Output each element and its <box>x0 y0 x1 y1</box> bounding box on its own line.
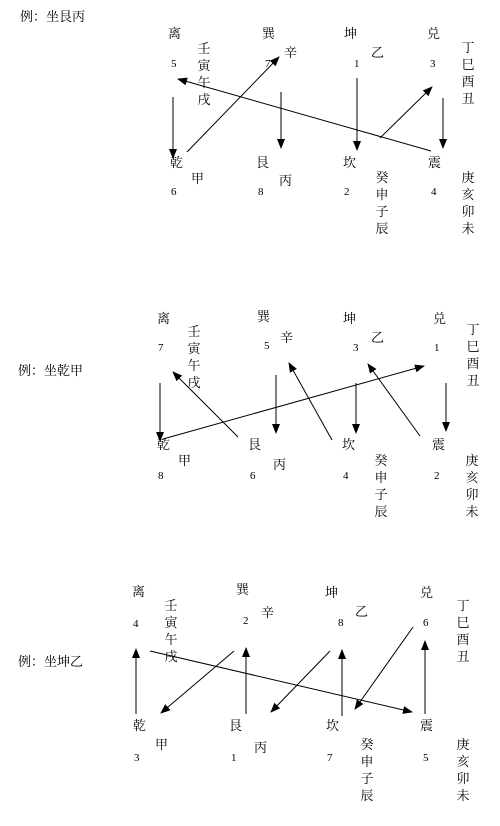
trigram-qian: 乾 <box>133 719 147 734</box>
number-kun: 1 <box>354 58 360 70</box>
number-dui: 3 <box>430 58 436 70</box>
trigram-kan: 坎 <box>343 156 357 171</box>
stems-kan: 癸 申 子 辰 <box>375 171 389 237</box>
stems-kan: 癸 申 子 辰 <box>360 738 374 804</box>
stems-xun: 辛 <box>280 331 294 346</box>
stems-qian: 甲 <box>178 454 192 469</box>
stems-li: 壬 寅 午 戌 <box>164 599 178 665</box>
number-kan: 4 <box>343 470 349 482</box>
trigram-dui: 兑 <box>427 27 441 42</box>
stems-li: 壬 寅 午 戌 <box>187 325 201 391</box>
arrow-kan-dui-1 <box>380 87 432 138</box>
stems-dui: 丁 巳 酉 丑 <box>466 323 480 389</box>
number-dui: 1 <box>434 342 440 354</box>
number-qian: 3 <box>134 752 140 764</box>
number-zhen: 5 <box>423 752 429 764</box>
stems-dui: 丁 巳 酉 丑 <box>456 599 470 665</box>
trigram-xun: 巽 <box>262 27 276 42</box>
stems-gen: 丙 <box>254 741 268 756</box>
arrow-qian-dui-2 <box>163 366 424 439</box>
number-kan: 7 <box>327 752 333 764</box>
stems-kun: 乙 <box>355 605 369 620</box>
trigram-gen: 艮 <box>229 719 243 734</box>
stems-xun: 辛 <box>261 606 275 621</box>
trigram-li: 离 <box>157 312 171 327</box>
stems-zhen: 庚 亥 卯 未 <box>456 738 470 804</box>
stems-kun: 乙 <box>371 331 385 346</box>
trigram-zhen: 震 <box>428 156 442 171</box>
number-li: 5 <box>171 58 177 70</box>
trigram-kun: 坤 <box>344 27 358 42</box>
stems-zhen: 庚 亥 卯 未 <box>465 454 479 520</box>
number-kun: 8 <box>338 617 344 629</box>
trigram-gen: 艮 <box>256 156 270 171</box>
trigram-xun: 巽 <box>257 310 271 325</box>
number-zhen: 4 <box>431 186 437 198</box>
trigram-gen: 艮 <box>248 438 262 453</box>
trigram-dui: 兑 <box>420 586 434 601</box>
trigram-li: 离 <box>168 27 182 42</box>
arrow-li-zhen-3 <box>150 651 412 712</box>
trigram-kun: 坤 <box>325 586 339 601</box>
number-li: 7 <box>158 342 164 354</box>
stems-kun: 乙 <box>371 46 385 61</box>
number-li: 4 <box>133 618 139 630</box>
stems-li: 壬 寅 午 戌 <box>197 42 211 108</box>
trigram-zhen: 震 <box>432 438 446 453</box>
stems-qian: 甲 <box>191 172 205 187</box>
number-qian: 8 <box>158 470 164 482</box>
number-kan: 2 <box>344 186 350 198</box>
trigram-kan: 坎 <box>342 438 356 453</box>
arrow-zhen-li-1 <box>178 79 431 151</box>
number-kun: 3 <box>353 342 359 354</box>
number-gen: 8 <box>258 186 264 198</box>
example-title: 例：坐艮丙 <box>20 10 86 25</box>
stems-gen: 丙 <box>273 458 287 473</box>
trigram-dui: 兑 <box>433 312 447 327</box>
number-dui: 6 <box>423 617 429 629</box>
number-xun: 2 <box>243 615 249 627</box>
trigram-kun: 坤 <box>343 312 357 327</box>
number-qian: 6 <box>171 186 177 198</box>
number-zhen: 2 <box>434 470 440 482</box>
stems-dui: 丁 巳 酉 丑 <box>461 41 475 107</box>
number-xun: 5 <box>264 340 270 352</box>
example-title: 例：坐坤乙 <box>18 655 84 670</box>
arrow-dui-kan-3 <box>355 627 413 709</box>
stems-xun: 辛 <box>284 46 298 61</box>
trigram-qian: 乾 <box>157 438 171 453</box>
stems-zhen: 庚 亥 卯 未 <box>461 171 475 237</box>
number-gen: 6 <box>250 470 256 482</box>
stems-qian: 甲 <box>155 738 169 753</box>
stems-gen: 丙 <box>279 174 293 189</box>
number-xun: 7 <box>265 58 271 70</box>
trigram-xun: 巽 <box>236 583 250 598</box>
trigram-li: 离 <box>132 585 146 600</box>
number-gen: 1 <box>231 752 237 764</box>
trigram-kan: 坎 <box>326 719 340 734</box>
example-title: 例：坐乾甲 <box>18 364 84 379</box>
trigram-qian: 乾 <box>170 156 184 171</box>
trigram-zhen: 震 <box>420 719 434 734</box>
stems-kan: 癸 申 子 辰 <box>374 454 388 520</box>
